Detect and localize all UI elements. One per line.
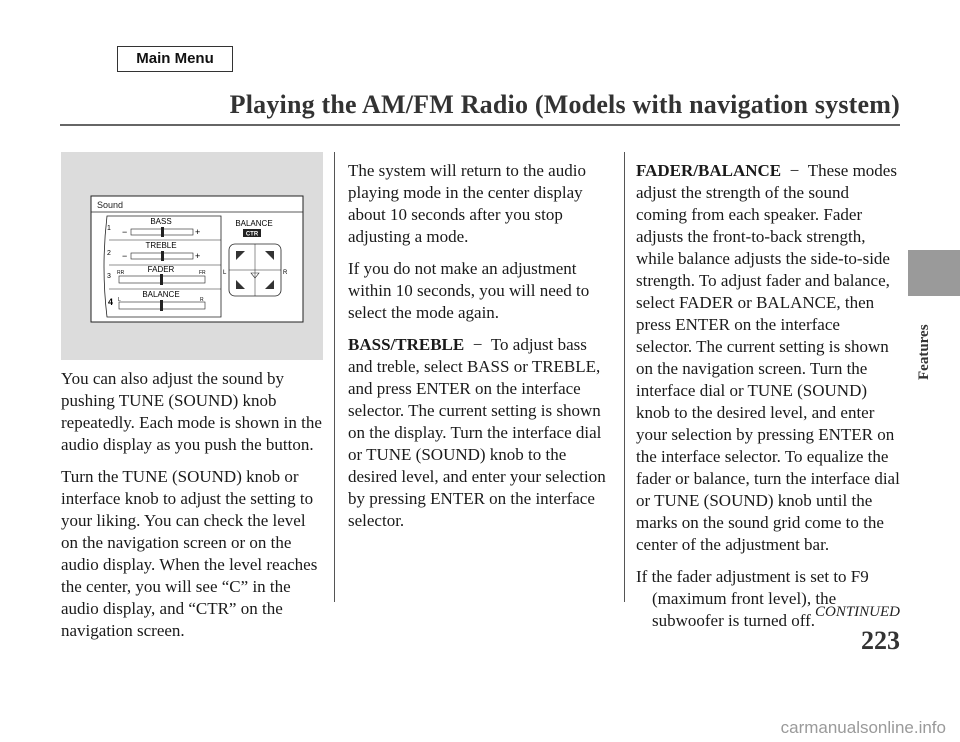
source-url[interactable]: carmanualsonline.info — [780, 718, 946, 737]
column-left — [61, 368, 323, 652]
fader-rr: RR — [117, 270, 125, 276]
sound-settings-figure — [61, 152, 323, 360]
bass-minus: − — [122, 227, 128, 237]
fader-balance-text: These modes adjust the strength of the sound coming from each speaker. Fader adjusts the front-to-back strength, while balance adjusts the side-to-side strength. To adjust fader and balance, select FADER or BALANCE, then press ENTER on the interface selector. The current setting is shown on the navigation screen. Turn the interface dial or TUNE (SOUND) knob to the desired level, and enter your selection by pressing ENTER on the interface selector. To equalize the fader or balance, turn the interface dial or TUNE (SOUND) knob until the marks on the sound grid come to the center of the adjustment bar. — [636, 161, 900, 554]
treble-label: TREBLE — [145, 241, 177, 250]
treble-level-marker — [161, 251, 164, 261]
grid-l: L — [223, 270, 227, 276]
section-tab-marker — [908, 250, 960, 296]
bass-treble-text: To adjust bass and treble, select BASS or TREBLE, and press ENTER on the interface selector. The current setting is shown on the display. Turn the interface dial or TUNE (SOUND) knob to the desired level, and enter your selection by pressing ENTER on the interface selector. — [348, 335, 606, 530]
paragraph-no-adjustment: If you do not make an adjustment within 10 seconds, you will need to select the mode again. — [348, 259, 590, 322]
treble-plus: + — [195, 251, 201, 261]
paragraph-fader-balance: FADER/BALANCE − These modes adjust the strength of the sound coming from each speaker. Fader adjusts the front-to-back strength, while balance adjusts the side-to-side strength. To adjust fader and balance, select FADER or BALANCE, then press ENTER on the interface selector. The current setting is shown on the navigation screen. Turn the interface dial or TUNE (SOUND) knob to the desired level, and enter your selection by pressing ENTER on the interface selector. To equalize the fader or balance, turn the interface dial or TUNE (SOUND) knob until the marks on the sound grid come to the center of the adjustment bar. — [636, 161, 900, 554]
balance-r: R — [200, 297, 204, 303]
bass-level-marker — [161, 227, 164, 237]
ctr-label: CTR — [245, 231, 259, 238]
row-number-4: 4 — [108, 297, 114, 307]
row-number-1: 1 — [107, 225, 111, 232]
fader-fr: FR — [199, 270, 206, 276]
screen-title: Sound — [97, 200, 124, 210]
row-number-3: 3 — [107, 273, 111, 280]
fader-label: FADER — [147, 265, 175, 274]
section-label-features: Features — [916, 324, 932, 380]
continued-label: CONTINUED — [814, 604, 900, 620]
page-number: 223 — [861, 626, 900, 655]
balance-l: L — [118, 297, 121, 303]
treble-minus: − — [122, 251, 128, 261]
fader-balance-heading: FADER/BALANCE — [636, 161, 782, 180]
column-right — [636, 160, 900, 642]
header-divider — [60, 124, 900, 126]
column-divider — [334, 152, 335, 602]
paragraph-subwoofer-note: If the fader adjustment is set to F9 (maximum front level), the subwoofer is turned off. — [636, 567, 869, 630]
column-middle — [348, 160, 610, 542]
sound-screen-illustration — [61, 152, 323, 360]
grid-r: R — [283, 270, 288, 276]
balance-label: BALANCE — [142, 290, 180, 299]
paragraph-turn-knob: Turn the TUNE (SOUND) knob or interface knob to adjust the setting to your liking. You can check the level on the navigation screen or on the audio display. When the level reaches the center, you will see “C” in the audio display, and “CTR” on the navigation screen. — [61, 467, 318, 640]
main-menu-button[interactable]: Main Menu — [117, 46, 233, 72]
paragraph-adjust-sound: You can also adjust the sound by pushing TUNE (SOUND) knob repeatedly. Each mode is shown in the audio display as you push the button. — [61, 369, 322, 454]
page-title: Playing the AM/FM Radio (Models with navigation system) — [229, 90, 900, 119]
fader-level-marker — [160, 274, 163, 285]
row-number-2: 2 — [107, 250, 111, 257]
paragraph-return-audio: The system will return to the audio playing mode in the center display about 10 seconds after you stop adjusting a mode. — [348, 161, 586, 246]
bass-treble-heading: BASS/TREBLE — [348, 335, 465, 354]
bass-plus: + — [195, 227, 201, 237]
bass-label: BASS — [150, 217, 172, 226]
paragraph-bass-treble: BASS/TREBLE − To adjust bass and treble, select BASS or TREBLE, and press ENTER on the interface selector. The current setting is shown on the display. Turn the interface dial or TUNE (SOUND) knob to the desired level, and enter your selection by pressing ENTER on the interface selector. — [348, 335, 606, 530]
column-divider — [624, 152, 625, 602]
balance-panel-label: BALANCE — [235, 219, 273, 228]
balance-level-marker — [160, 300, 163, 311]
